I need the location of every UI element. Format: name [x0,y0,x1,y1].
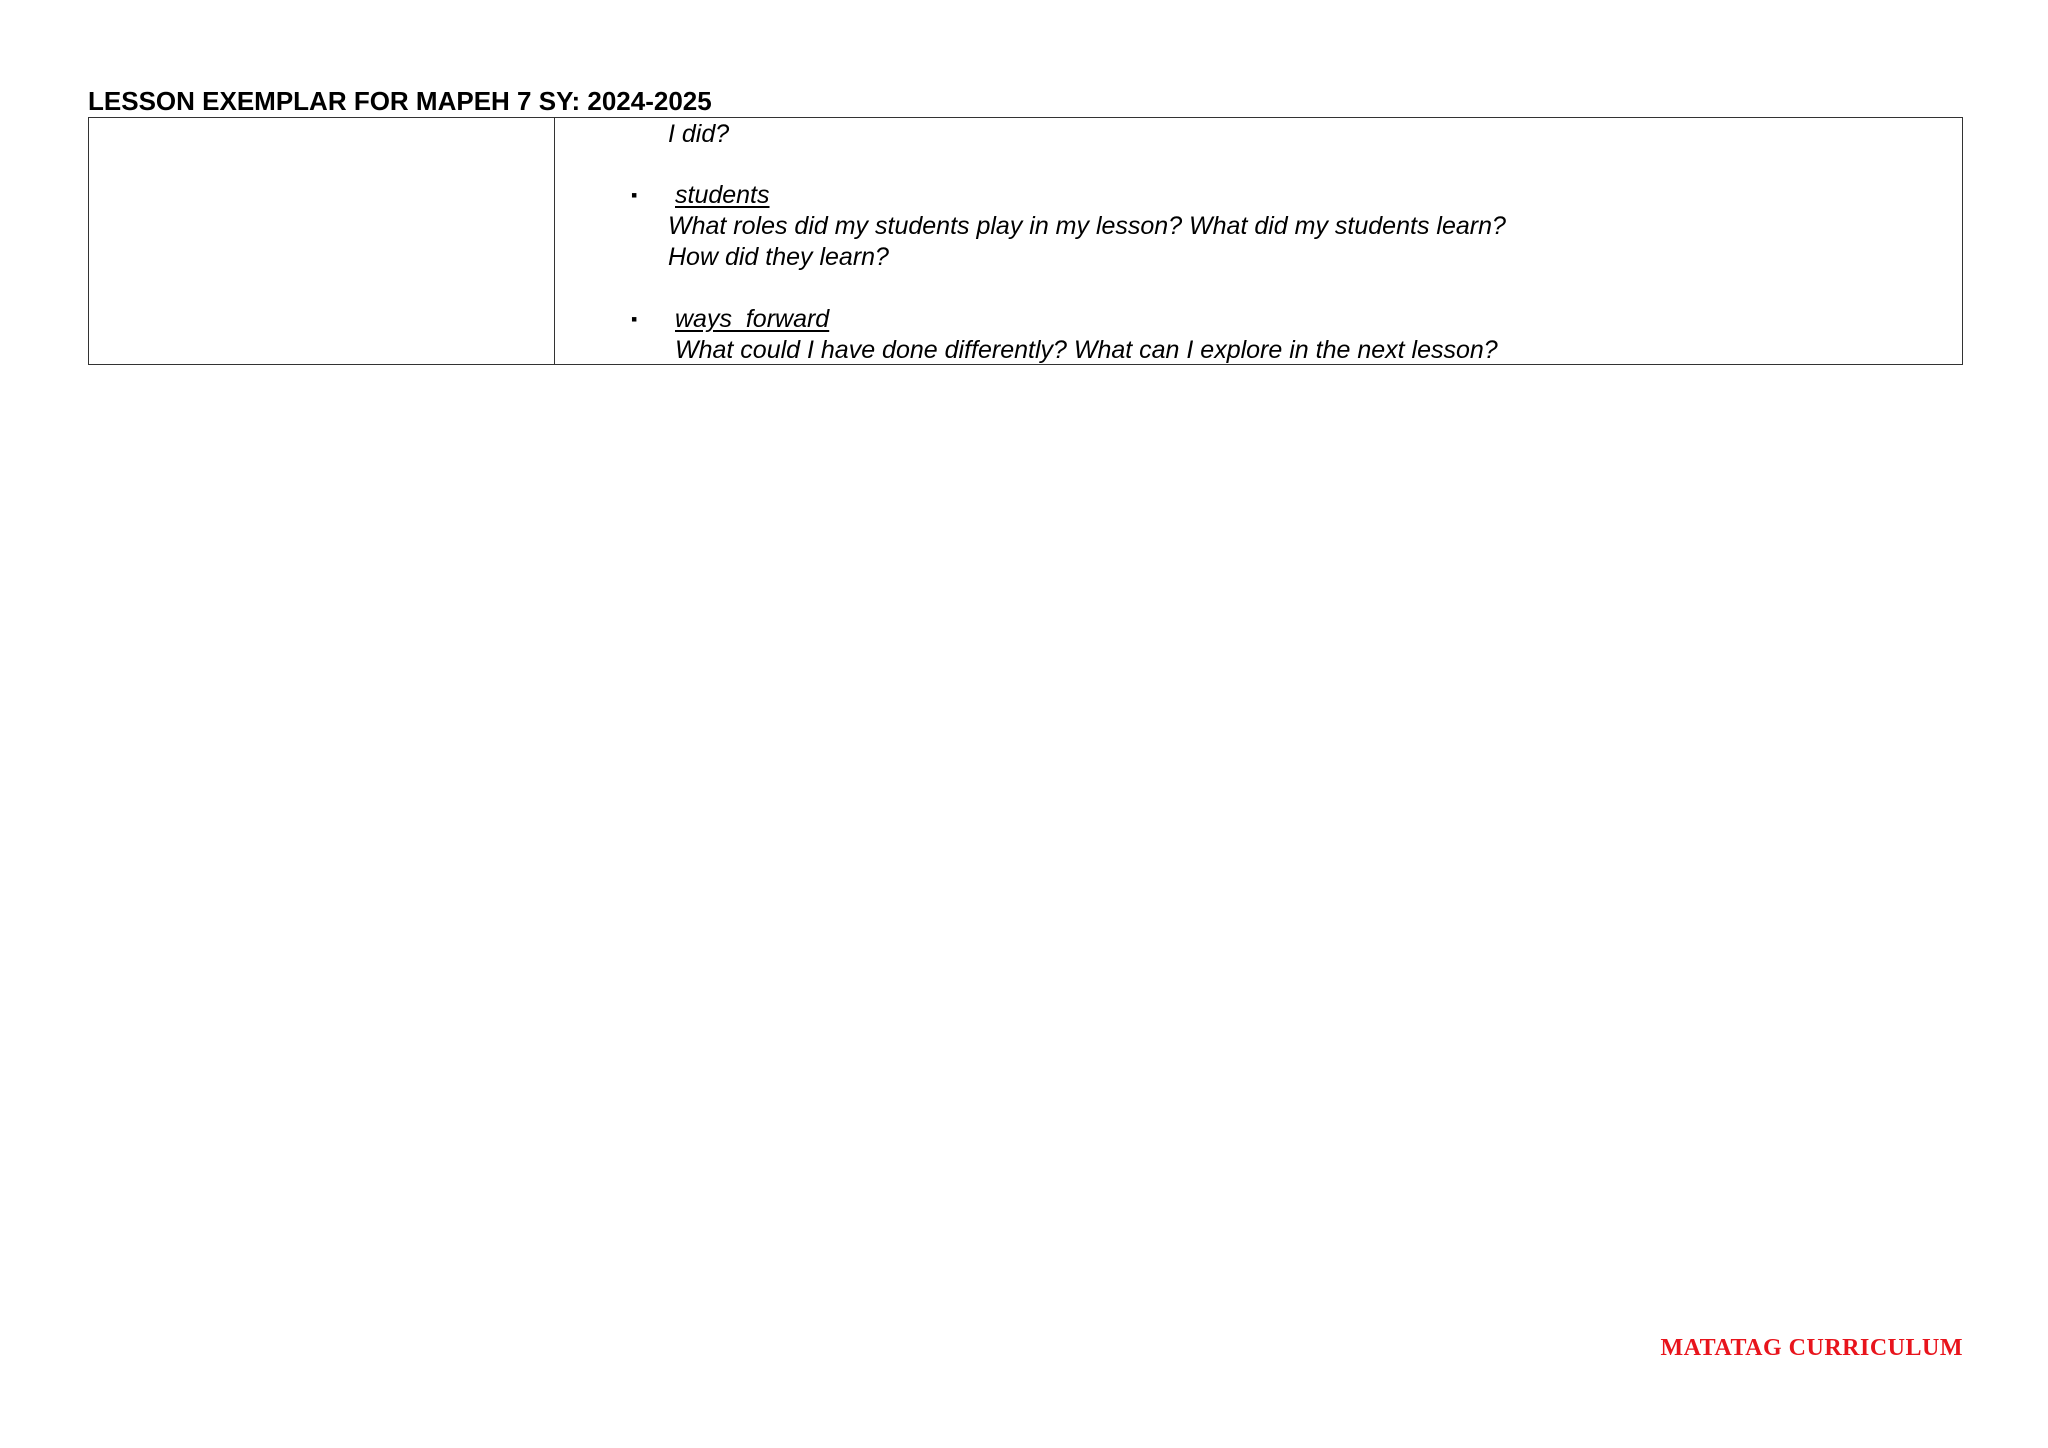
page-title: LESSON EXEMPLAR FOR MAPEH 7 SY: 2024-2025 [88,86,712,116]
item-heading-ways-forward: ways forward [675,305,830,333]
table-right-cell [555,118,1962,364]
table-left-cell [89,118,555,364]
item-text: What could I have done differently? What can I explore in the next lesson? [675,336,1498,364]
bullet-icon: ▪ [631,185,638,205]
item-text: What roles did my students play in my lesson? What did my students learn? [668,212,1506,240]
lesson-table [88,117,1963,365]
item-text: How did they learn? [668,243,889,271]
continuation-text: I did? [668,120,730,148]
matatag-curriculum-brand: MATATAG CURRICULUM [1660,1335,1963,1361]
item-heading-students: students [675,181,770,209]
bullet-icon: ▪ [631,309,638,329]
